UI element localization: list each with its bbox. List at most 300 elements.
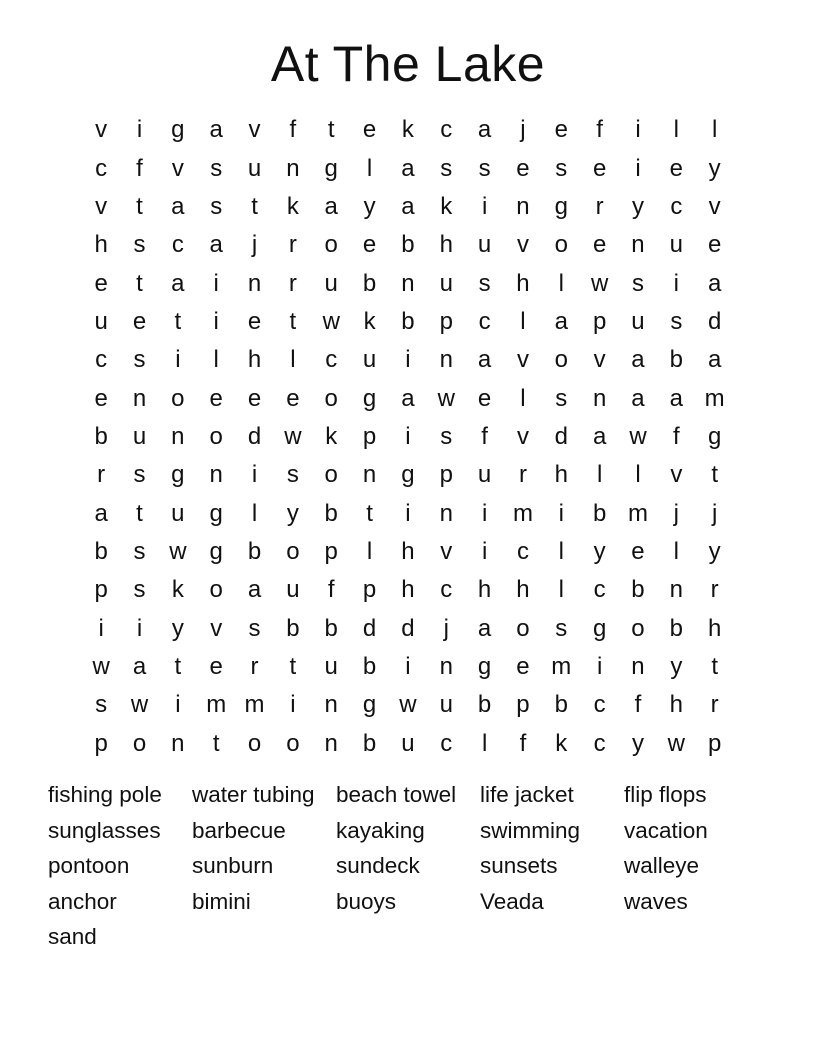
- grid-letter: n: [171, 422, 185, 450]
- grid-letter: t: [711, 461, 718, 489]
- grid-letter: e: [286, 384, 300, 412]
- word-bank-item: swimming: [480, 817, 581, 843]
- grid-letter: f: [634, 691, 642, 719]
- grid-letter: v: [516, 231, 529, 259]
- grid-letter: n: [132, 384, 147, 412]
- grid-letter: l: [673, 537, 679, 565]
- grid-letter: b: [324, 614, 338, 642]
- word-bank-item: vacation: [624, 817, 708, 843]
- grid-letter: y: [670, 652, 683, 680]
- grid-letter: a: [477, 346, 492, 374]
- grid-letter: r: [250, 652, 259, 680]
- word-bank-item: pontoon: [48, 853, 130, 879]
- grid-letter: b: [631, 576, 645, 604]
- grid-letter: h: [439, 231, 453, 259]
- grid-letter: a: [209, 231, 223, 259]
- grid-letter: t: [136, 269, 143, 297]
- grid-letter: s: [440, 154, 453, 182]
- grid-letter: l: [366, 154, 373, 182]
- grid-letter: c: [95, 154, 108, 182]
- grid-letter: b: [669, 346, 683, 374]
- grid-letter: u: [132, 422, 147, 450]
- grid-letter: o: [247, 729, 262, 757]
- grid-letter: s: [133, 231, 146, 259]
- grid-letter: s: [133, 346, 146, 374]
- grid-letter: e: [707, 231, 722, 259]
- grid-letter: a: [477, 116, 492, 144]
- grid-letter: g: [401, 461, 415, 489]
- grid-letter: v: [593, 346, 606, 374]
- grid-letter: o: [209, 576, 223, 604]
- grid-letter: k: [363, 307, 376, 335]
- grid-letter: b: [94, 422, 108, 450]
- grid-letter: s: [555, 154, 568, 182]
- grid-letter: s: [133, 537, 146, 565]
- grid-letter: c: [440, 576, 453, 604]
- grid-letter: u: [324, 652, 338, 680]
- grid-letter: a: [631, 384, 645, 412]
- grid-letter: g: [707, 422, 722, 450]
- grid-letter: u: [669, 231, 683, 259]
- grid-letter: a: [631, 346, 645, 374]
- grid-letter: r: [710, 691, 719, 719]
- grid-letter: k: [286, 192, 299, 220]
- grid-letter: i: [405, 499, 411, 527]
- grid-letter: e: [554, 116, 568, 144]
- grid-letter: u: [439, 691, 453, 719]
- grid-letter: w: [667, 729, 685, 757]
- grid-letter: h: [707, 614, 722, 642]
- grid-letter: t: [251, 192, 258, 220]
- grid-letter: k: [440, 192, 453, 220]
- grid-letter: s: [286, 461, 299, 489]
- grid-letter: e: [94, 269, 108, 297]
- grid-row: [82, 533, 734, 571]
- grid-letter: m: [206, 691, 227, 719]
- grid-letter: u: [439, 269, 453, 297]
- grid-letter: u: [94, 307, 108, 335]
- grid-letter: g: [362, 384, 377, 412]
- grid-letter: h: [401, 537, 415, 565]
- letter-grid: [82, 111, 734, 763]
- grid-letter: n: [439, 346, 453, 374]
- grid-letter: e: [132, 307, 147, 335]
- grid-letter: c: [440, 729, 453, 757]
- grid-letter: v: [708, 192, 721, 220]
- grid-letter: r: [97, 461, 106, 489]
- grid-letter: o: [324, 461, 338, 489]
- grid-letter: i: [98, 614, 104, 642]
- grid-letter: n: [439, 652, 453, 680]
- grid-letter: t: [711, 652, 718, 680]
- grid-letter: c: [325, 346, 338, 374]
- grid-letter: h: [94, 231, 108, 259]
- grid-letter: n: [631, 652, 645, 680]
- grid-letter: v: [670, 461, 683, 489]
- grid-letter: e: [209, 652, 223, 680]
- grid-letter: g: [209, 537, 223, 565]
- grid-letter: u: [401, 729, 415, 757]
- grid-letter: n: [209, 461, 223, 489]
- grid-letter: e: [209, 384, 223, 412]
- grid-letter: i: [481, 499, 488, 527]
- grid-letter: y: [631, 192, 644, 220]
- grid-letter: c: [478, 307, 491, 335]
- word-bank-item: waves: [624, 888, 688, 914]
- grid-row: [82, 303, 734, 341]
- grid-letter: u: [247, 154, 262, 182]
- grid-letter: j: [443, 614, 449, 642]
- grid-letter: i: [136, 116, 143, 144]
- grid-letter: s: [133, 461, 146, 489]
- grid-letter: t: [136, 192, 143, 220]
- grid-letter: f: [519, 729, 527, 757]
- grid-letter: l: [481, 729, 488, 757]
- grid-row: [82, 111, 734, 149]
- grid-letter: i: [175, 691, 181, 719]
- grid-letter: a: [707, 346, 722, 374]
- grid-letter: b: [362, 729, 377, 757]
- grid-letter: i: [136, 614, 143, 642]
- grid-letter: c: [440, 116, 453, 144]
- grid-letter: l: [520, 384, 526, 412]
- grid-letter: b: [477, 691, 492, 719]
- grid-letter: u: [286, 576, 300, 604]
- word-bank-item: kayaking: [336, 817, 425, 843]
- grid-letter: g: [592, 614, 607, 642]
- grid-letter: p: [439, 461, 453, 489]
- word-bank-item: Veada: [480, 888, 544, 914]
- grid-letter: h: [669, 691, 683, 719]
- grid-letter: v: [95, 192, 108, 220]
- grid-row: [82, 149, 734, 187]
- grid-letter: i: [405, 422, 411, 450]
- grid-letter: l: [596, 461, 603, 489]
- grid-letter: s: [440, 422, 453, 450]
- grid-letter: h: [554, 461, 568, 489]
- grid-letter: y: [171, 614, 184, 642]
- grid-letter: a: [707, 269, 722, 297]
- grid-letter: c: [593, 576, 606, 604]
- grid-letter: w: [130, 691, 149, 719]
- grid-letter: i: [673, 269, 679, 297]
- grid-letter: a: [247, 576, 262, 604]
- grid-letter: y: [593, 537, 606, 565]
- grid-letter: m: [551, 652, 572, 680]
- grid-letter: p: [362, 422, 377, 450]
- grid-letter: k: [555, 729, 568, 757]
- grid-letter: i: [290, 691, 296, 719]
- grid-letter: v: [516, 346, 529, 374]
- grid-letter: w: [284, 422, 302, 450]
- grid-letter: e: [516, 154, 530, 182]
- word-bank-item: sunburn: [192, 853, 274, 879]
- grid-letter: a: [401, 192, 415, 220]
- grid-letter: f: [327, 576, 335, 604]
- grid-letter: o: [554, 231, 568, 259]
- grid-letter: o: [171, 384, 185, 412]
- grid-letter: a: [592, 422, 607, 450]
- grid-letter: b: [247, 537, 262, 565]
- grid-letter: a: [401, 384, 415, 412]
- grid-letter: s: [631, 269, 644, 297]
- grid-letter: p: [324, 537, 338, 565]
- grid-letter: t: [289, 307, 297, 335]
- word-bank-item: bimini: [192, 888, 251, 914]
- grid-letter: s: [555, 614, 568, 642]
- grid-letter: h: [401, 576, 415, 604]
- grid-letter: i: [635, 116, 641, 144]
- grid-letter: v: [248, 116, 261, 144]
- grid-letter: o: [286, 729, 300, 757]
- grid-letter: n: [286, 154, 300, 182]
- grid-letter: s: [210, 154, 223, 182]
- grid-letter: w: [322, 307, 340, 335]
- grid-letter: y: [708, 154, 721, 182]
- grid-letter: m: [244, 691, 265, 719]
- grid-letter: i: [635, 154, 641, 182]
- grid-letter: e: [94, 384, 108, 412]
- grid-row: [82, 341, 734, 379]
- grid-letter: h: [516, 576, 530, 604]
- grid-letter: r: [288, 231, 297, 259]
- grid-letter: s: [210, 192, 223, 220]
- grid-letter: y: [708, 537, 721, 565]
- grid-row: [82, 226, 734, 264]
- grid-letter: l: [520, 307, 526, 335]
- word-bank: [48, 777, 788, 955]
- grid-row: [82, 418, 734, 456]
- grid-row: [82, 648, 734, 686]
- grid-letter: o: [516, 614, 530, 642]
- grid-letter: i: [175, 346, 181, 374]
- grid-letter: r: [518, 461, 527, 489]
- grid-letter: b: [286, 614, 300, 642]
- grid-letter: i: [558, 499, 564, 527]
- grid-letter: e: [592, 231, 607, 259]
- grid-letter: g: [209, 499, 223, 527]
- grid-letter: d: [554, 422, 568, 450]
- grid-letter: n: [324, 729, 338, 757]
- grid-letter: w: [590, 269, 609, 297]
- grid-letter: c: [593, 691, 606, 719]
- grid-letter: r: [710, 576, 719, 604]
- grid-row: [82, 494, 734, 532]
- grid-letter: u: [171, 499, 185, 527]
- grid-letter: s: [133, 576, 146, 604]
- grid-letter: p: [592, 307, 607, 335]
- grid-letter: j: [712, 499, 718, 527]
- grid-letter: n: [439, 499, 453, 527]
- grid-row: [82, 188, 734, 226]
- grid-letter: i: [213, 307, 219, 335]
- grid-letter: a: [209, 116, 223, 144]
- grid-letter: o: [324, 231, 338, 259]
- word-bank-item: barbecue: [192, 817, 286, 843]
- grid-letter: a: [171, 192, 185, 220]
- grid-letter: m: [704, 384, 725, 412]
- grid-letter: l: [251, 499, 258, 527]
- grid-letter: e: [247, 384, 262, 412]
- word-bank-item: water tubing: [192, 782, 315, 807]
- grid-letter: t: [174, 652, 182, 680]
- grid-letter: b: [401, 307, 415, 335]
- grid-letter: u: [362, 346, 377, 374]
- grid-letter: j: [673, 499, 679, 527]
- grid-letter: v: [440, 537, 453, 565]
- grid-letter: b: [554, 691, 568, 719]
- grid-letter: n: [516, 192, 530, 220]
- grid-letter: n: [171, 729, 185, 757]
- grid-letter: n: [324, 691, 338, 719]
- grid-letter: o: [631, 614, 645, 642]
- grid-row: [82, 379, 734, 417]
- grid-letter: a: [324, 192, 338, 220]
- grid-letter: a: [669, 384, 683, 412]
- grid-letter: b: [362, 652, 377, 680]
- grid-letter: t: [136, 499, 143, 527]
- grid-letter: e: [362, 116, 377, 144]
- grid-letter: i: [481, 192, 488, 220]
- grid-row: [82, 609, 734, 647]
- grid-letter: f: [481, 422, 488, 450]
- grid-letter: k: [325, 422, 338, 450]
- grid-letter: l: [635, 461, 641, 489]
- grid-letter: g: [171, 461, 185, 489]
- grid-letter: h: [516, 269, 530, 297]
- grid-letter: e: [247, 307, 262, 335]
- grid-letter: w: [399, 691, 417, 719]
- grid-letter: b: [592, 499, 607, 527]
- grid-letter: e: [477, 384, 492, 412]
- grid-letter: e: [362, 231, 377, 259]
- grid-letter: a: [401, 154, 415, 182]
- grid-letter: t: [174, 307, 182, 335]
- grid-letter: a: [554, 307, 568, 335]
- grid-letter: i: [405, 346, 411, 374]
- grid-letter: v: [171, 154, 184, 182]
- grid-letter: i: [481, 537, 488, 565]
- grid-letter: g: [324, 154, 338, 182]
- word-bank-item: walleye: [624, 853, 700, 879]
- grid-letter: a: [171, 269, 185, 297]
- grid-letter: h: [247, 346, 262, 374]
- grid-letter: b: [362, 269, 377, 297]
- grid-letter: n: [362, 461, 377, 489]
- word-bank-item: sunglasses: [48, 817, 161, 843]
- grid-letter: a: [477, 614, 492, 642]
- word-bank-item: fishing pole: [48, 782, 162, 807]
- grid-letter: c: [95, 346, 108, 374]
- grid-letter: g: [171, 116, 185, 144]
- grid-letter: l: [213, 346, 219, 374]
- grid-letter: w: [92, 652, 110, 680]
- grid-letter: d: [247, 422, 262, 450]
- grid-letter: f: [136, 154, 143, 182]
- grid-letter: v: [210, 614, 223, 642]
- grid-letter: e: [592, 154, 607, 182]
- grid-row: [82, 725, 734, 763]
- grid-letter: o: [324, 384, 338, 412]
- grid-letter: b: [669, 614, 683, 642]
- grid-letter: o: [286, 537, 300, 565]
- grid-letter: n: [669, 576, 683, 604]
- grid-letter: t: [366, 499, 373, 527]
- word-bank-item: anchor: [48, 888, 117, 914]
- word-bank-item: sand: [48, 924, 97, 950]
- grid-letter: t: [289, 652, 297, 680]
- grid-letter: l: [558, 537, 564, 565]
- grid-letter: l: [558, 269, 564, 297]
- word-bank-item: flip flops: [624, 782, 707, 807]
- grid-letter: p: [516, 691, 530, 719]
- grid-letter: a: [132, 652, 147, 680]
- grid-letter: p: [439, 307, 453, 335]
- grid-letter: b: [94, 537, 108, 565]
- grid-letter: k: [171, 576, 184, 604]
- grid-letter: i: [596, 652, 603, 680]
- grid-letter: s: [555, 384, 568, 412]
- grid-letter: n: [247, 269, 262, 297]
- grid-letter: p: [94, 576, 108, 604]
- grid-letter: m: [627, 499, 648, 527]
- grid-letter: l: [290, 346, 296, 374]
- grid-letter: g: [477, 652, 492, 680]
- grid-letter: o: [132, 729, 147, 757]
- grid-letter: u: [477, 231, 492, 259]
- grid-letter: n: [592, 384, 607, 412]
- grid-letter: b: [401, 231, 415, 259]
- grid-letter: p: [362, 576, 377, 604]
- grid-letter: m: [512, 499, 533, 527]
- grid-letter: p: [94, 729, 108, 757]
- word-bank-item: life jacket: [480, 782, 574, 807]
- grid-letter: b: [324, 499, 338, 527]
- grid-letter: l: [673, 116, 679, 144]
- grid-letter: s: [248, 614, 261, 642]
- grid-letter: n: [631, 231, 645, 259]
- grid-letter: d: [401, 614, 415, 642]
- grid-row: [82, 264, 734, 302]
- grid-letter: v: [516, 422, 529, 450]
- grid-letter: a: [94, 499, 108, 527]
- grid-letter: l: [558, 576, 564, 604]
- grid-letter: n: [401, 269, 415, 297]
- grid-letter: o: [554, 346, 568, 374]
- grid-letter: f: [596, 116, 603, 144]
- grid-letter: u: [631, 307, 645, 335]
- grid-letter: c: [670, 192, 683, 220]
- grid-letter: g: [554, 192, 568, 220]
- grid-letter: s: [670, 307, 683, 335]
- word-bank-item: buoys: [336, 888, 397, 914]
- grid-letter: e: [516, 652, 530, 680]
- grid-letter: k: [401, 116, 414, 144]
- grid-row: [82, 686, 734, 724]
- grid-letter: d: [707, 307, 722, 335]
- grid-letter: s: [478, 269, 491, 297]
- grid-letter: l: [712, 116, 718, 144]
- grid-letter: c: [593, 729, 606, 757]
- grid-letter: r: [595, 192, 604, 220]
- grid-letter: i: [405, 652, 411, 680]
- grid-letter: y: [286, 499, 299, 527]
- grid-row: [82, 456, 734, 494]
- grid-letter: j: [251, 231, 258, 259]
- puzzle-title: At The Lake: [270, 36, 546, 92]
- grid-letter: t: [212, 729, 220, 757]
- grid-letter: d: [362, 614, 377, 642]
